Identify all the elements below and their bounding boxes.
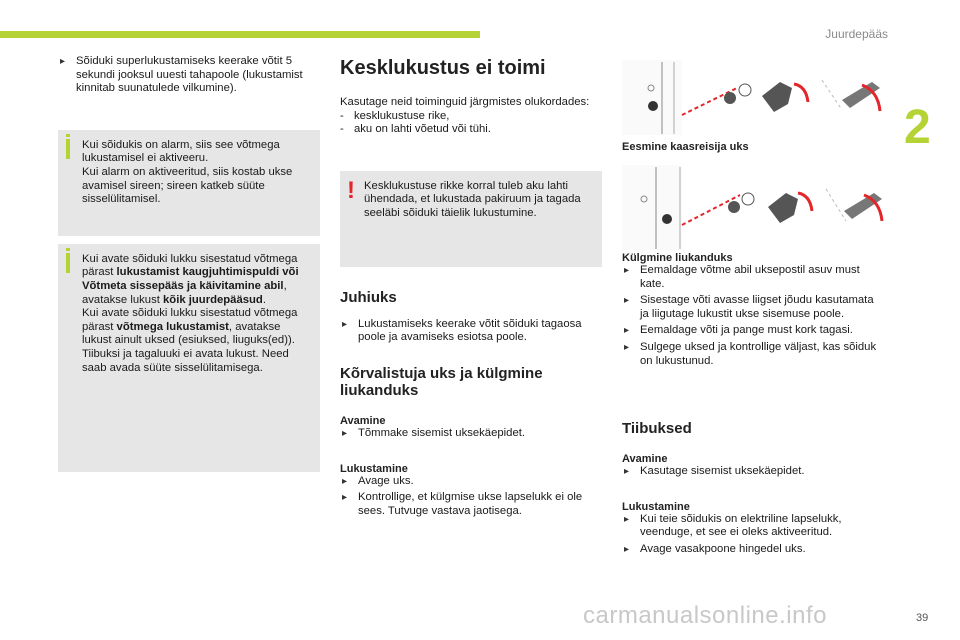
section-title: Kesklukustus ei toimi xyxy=(340,57,546,79)
column-left xyxy=(58,55,320,472)
warning-text: Kesklukustuse rikke korral tuleb aku lahti ühendada, et lukustada pakiruum ja tagada seeläbi sõiduki täielik lukustumine. xyxy=(364,179,581,219)
section-label: Juurdepääs xyxy=(825,27,888,41)
chapter-number: 2 xyxy=(904,101,931,154)
info-box-alarm xyxy=(58,130,320,236)
lock-bullet: ▸ Avage uks. xyxy=(340,475,602,489)
lock-bullet: ▸ Kontrollige, et külgmise ukse lapselukk ei ole sees. Tutvuge vastava jaotisega. xyxy=(340,491,602,518)
sliding-door-lock-illustration xyxy=(622,165,892,250)
wing-open-label: Avamine xyxy=(622,453,668,466)
info-box-unlock xyxy=(58,244,320,472)
wing-lock-label: Lukustamine xyxy=(622,500,690,513)
section-color-bar xyxy=(0,31,480,38)
info-icon xyxy=(66,139,70,159)
step-item: ▸ Sulgege uksed ja kontrollige väljast, kas sõiduk on lukustunud. xyxy=(622,341,884,368)
sliding-door-caption: Külgmine liukanduks xyxy=(622,252,733,264)
open-bullet: ▸ Tõmmake sisemist uksekäepidet. xyxy=(340,427,602,441)
page-number: 39 xyxy=(916,612,929,624)
step-item: ▸ Sisestage võti avasse liigset jõudu kasutamata ja liigutage lukustit ukse sisemuse poole. xyxy=(622,294,884,321)
watermark: carmanualsonline.info xyxy=(583,602,827,629)
warning-icon: ! xyxy=(347,176,355,204)
step-item: ▸ Eemaldage võti ja pange must kork tagasi. xyxy=(622,324,884,338)
open-label: Avamine xyxy=(340,414,386,427)
wing-doors-heading: Tiibuksed xyxy=(622,420,692,438)
column-middle xyxy=(340,55,602,521)
info-icon xyxy=(66,253,70,273)
info-alarm-line1: Kui sõidukis on alarm, siis see võtmega lukustamisel ei aktiveeru. xyxy=(82,138,280,165)
wing-lock-bullet: ▸ Kui teie sõidukis on elektriline lapselukk, veenduge, et see ei oleks aktiveeritud. xyxy=(622,513,884,540)
list-item: - aku on lahti võetud või tühi. xyxy=(340,123,602,137)
column-right xyxy=(622,252,884,560)
info-unlock-para2: Kui avate sõiduki lukku sisestatud võtmega pärast võtmega lukustamist, avatakse lukust ainult uksed (esiuksed, liuguks(ed)). Tiibuksi ja tagaluuki ei avata lukust. Need saab avada süüte sisselülitamisega. xyxy=(82,307,298,374)
wing-lock-bullet: ▸ Avage vasakpoone hingedel uks. xyxy=(622,543,884,557)
driver-door-heading: Juhiuks xyxy=(340,288,397,306)
intro-text: Kasutage neid toiminguid järgmistes olukordades: xyxy=(340,96,590,108)
driver-door-bullet: ▸ Lukustamiseks keerake võtit sõiduki tagaosa poole ja avamiseks esiotsa poole. xyxy=(340,318,602,345)
info-alarm-line2: Kui alarm on aktiveeritud, siis kostab ukse avamisel sireen; sireen katkeb süüte sisselülitamisel. xyxy=(82,165,293,206)
lock-label: Lukustamine xyxy=(340,462,408,475)
info-unlock-para1: Kui avate sõiduki lukku sisestatud võtmega pärast lukustamist kaugjuhtimispuldi või Võtmeta sissepääs ja käivitamine abil, avatakse lukust kõik juurdepääsud. xyxy=(82,252,299,306)
front-door-lock-illustration xyxy=(622,60,892,135)
wing-open-bullet: ▸ Kasutage sisemist uksekäepidet. xyxy=(622,465,884,479)
side-door-heading: Kõrvalistuja uks ja külgmine liukanduks xyxy=(340,364,543,399)
warning-box xyxy=(340,171,602,267)
step-item: ▸ Eemaldage võtme abil uksepostil asuv must kate. xyxy=(622,264,884,291)
front-door-caption: Eesmine kaasreisija uks xyxy=(622,141,749,153)
superlock-bullet: ▸ Sõiduki superlukustamiseks keerake võtit 5 sekundi jooksul uuesti tahapoole (lukustamist kinnitab suunatulede vilkumine). xyxy=(58,55,320,96)
list-item: - kesklukustuse rike, xyxy=(340,110,602,124)
